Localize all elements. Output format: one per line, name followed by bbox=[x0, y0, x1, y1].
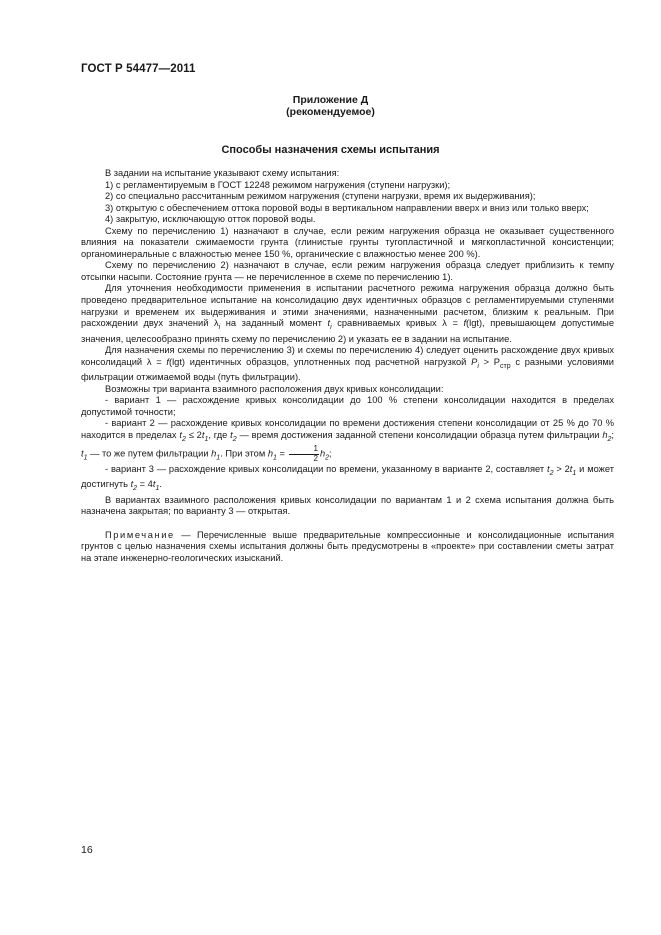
subscript: 2 bbox=[325, 454, 330, 462]
fraction-numerator: 1 bbox=[289, 445, 319, 455]
subscript: i bbox=[218, 323, 221, 331]
paragraph bbox=[81, 283, 614, 345]
text-run: — то же путем фильтрации bbox=[87, 448, 212, 459]
note-text: — Перечисленные выше предварительные компрессионные и консолидационные испытания грунтов с целью назначения схемы испытания должны быть предусмотрены в «проекте» при составлении сметы затрат на этапе инженерно-геологических изысканий. bbox=[81, 529, 614, 564]
subscript: i bbox=[477, 362, 479, 370]
text-run: на заданный момент bbox=[220, 318, 328, 329]
appendix-title: Приложение Д bbox=[292, 94, 369, 106]
text-run: = bbox=[276, 448, 288, 459]
text-run: (lgt), превышающем допустимые значения, целесообразно принять схему по перечислению 2) и указать ее в задании на испытание. bbox=[81, 318, 615, 344]
section-title: Способы назначения схемы испытания bbox=[221, 144, 440, 156]
text-run: - вариант 2 — расхождение кривых консолидации по времени достижения степени консолидации от 25 % до 70 % находится в пределах bbox=[81, 418, 614, 440]
math-var: t bbox=[327, 318, 331, 329]
list-item: 4) закрытую, исключающую отток поровой воды. bbox=[105, 214, 316, 225]
subscript: 1 bbox=[204, 435, 209, 443]
math-var: h bbox=[602, 429, 608, 440]
text-run: Для назначения схемы по перечислению 3) и схемы по перечислению 4) следует оценить расхождение двух кривых консолидаций λ = bbox=[81, 345, 614, 367]
text-run: (lgt) идентичных образцов, уплотненных под расчетной нагрузкой bbox=[169, 356, 472, 367]
math-var: f bbox=[166, 356, 170, 367]
text-run: - вариант 3 — расхождение кривых консолидации по времени, указанному в варианте 2, составляет bbox=[105, 464, 547, 475]
text-run: — время достижения заданной степени консолидации образца путем фильтрации bbox=[236, 429, 603, 440]
list-item: - вариант 1 — расхождение кривых консолидации до 100 % степени консолидации находится в пределах допустимой точности; bbox=[81, 395, 614, 417]
text-run: и может достигнуть bbox=[81, 464, 614, 490]
math-var: h bbox=[267, 448, 273, 459]
text-run: . При этом bbox=[220, 448, 268, 459]
paragraph: В задании на испытание указывают схему испытания: bbox=[105, 168, 340, 178]
subscript: 1 bbox=[572, 469, 577, 477]
subscript: 2 bbox=[133, 485, 138, 493]
list-item: 2) со специально рассчитанным режимом нагружения (ступени нагрузки, время их выдерживания); bbox=[105, 191, 536, 202]
text-run: = 4 bbox=[137, 479, 153, 490]
math-var: t bbox=[546, 464, 550, 475]
subscript: 1 bbox=[273, 454, 277, 462]
text-run: > P bbox=[478, 356, 500, 367]
math-var: f bbox=[463, 318, 467, 329]
fraction-denominator: 2 bbox=[313, 453, 318, 463]
appendix-heading bbox=[0, 94, 661, 118]
math-var: h bbox=[319, 448, 326, 459]
list-item: 3) открытую с обеспечением оттока поровой воды в вертикальном направлении вверх и вниз или только вверх; bbox=[105, 202, 589, 213]
subscript: 1 bbox=[83, 454, 88, 462]
math-var: P bbox=[471, 356, 478, 367]
page-number: 16 bbox=[81, 844, 93, 856]
math-var: t bbox=[201, 429, 205, 440]
math-var: t bbox=[152, 479, 156, 490]
math-var: h bbox=[211, 448, 217, 459]
text-run: , где bbox=[208, 429, 231, 440]
subscript: 2 bbox=[182, 435, 186, 443]
list-item bbox=[81, 418, 614, 464]
paragraph: Схему по перечислению 2) назначают в случае, если режим нагружения образца следует приблизить к темпу отсыпки насыпи. Состояние грунта — не перечисленное в схеме по перечислению 1). bbox=[81, 260, 614, 282]
paragraph: Возможны три варианта взаимного расположения двух кривых консолидации: bbox=[105, 383, 444, 394]
subscript: 2 bbox=[232, 435, 237, 443]
text-run: ; bbox=[329, 448, 332, 459]
math-var: t bbox=[569, 464, 573, 475]
paragraph: Схему по перечислению 1) назначают в случае, если режим нагружения образца не оказывает существенного влияния на показатели сжимаемости грунта (глинистые грунты тугопластичной и мягкопластичной консистенции; органоминеральные с влажностью менее 150 %, органические с влажностью менее 200 %). bbox=[81, 225, 614, 259]
standard-code-header: ГОСТ Р 54477—2011 bbox=[81, 63, 196, 75]
subscript: i bbox=[330, 323, 332, 331]
text-run: ; bbox=[611, 429, 614, 440]
subscript: 2 bbox=[607, 435, 612, 443]
text-run: с разными условиями фильтрации отжимаемой воды (путь фильтрации). bbox=[81, 356, 614, 383]
subscript: 2 bbox=[549, 469, 554, 477]
text-run: Для уточнения необходимости применения в испытании расчетного режима нагружения образца должно быть проведено предварительное испытание на консолидацию двух идентичных образцов с регламентируемыми ступенями нагрузки и временем их выдерживания и этими значениями, назначенными расчетом, близким к реальным. При расхождении двух значений λ bbox=[81, 283, 614, 329]
math-var: t bbox=[130, 479, 134, 490]
list-item: 1) с регламентируемым в ГОСТ 12248 режимом нагружения (ступени нагрузки); bbox=[105, 179, 451, 190]
list-item bbox=[81, 464, 614, 495]
fraction bbox=[289, 445, 319, 463]
note-label: Примечание bbox=[105, 529, 175, 540]
document-body bbox=[81, 168, 614, 565]
subscript: 1 bbox=[216, 454, 221, 462]
text-run: ≤ 2 bbox=[185, 429, 202, 440]
paragraph bbox=[81, 345, 614, 384]
appendix-subtitle: (рекомендуемое) bbox=[286, 106, 375, 118]
text-run: > 2 bbox=[553, 464, 570, 475]
math-var: t bbox=[81, 448, 84, 459]
subscript: стр bbox=[499, 362, 511, 370]
math-var: t bbox=[230, 429, 233, 440]
subscript: 1 bbox=[155, 485, 160, 493]
note-paragraph bbox=[81, 530, 614, 565]
paragraph: В вариантах взаимного расположения кривых консолидации по вариантам 1 и 2 схема испытания должна быть назначена закрытая; по варианту 3 — открытая. bbox=[81, 494, 614, 517]
math-var: t bbox=[179, 429, 182, 440]
text-run: сравниваемых кривых λ = bbox=[331, 318, 464, 329]
text-run: . bbox=[159, 479, 162, 490]
